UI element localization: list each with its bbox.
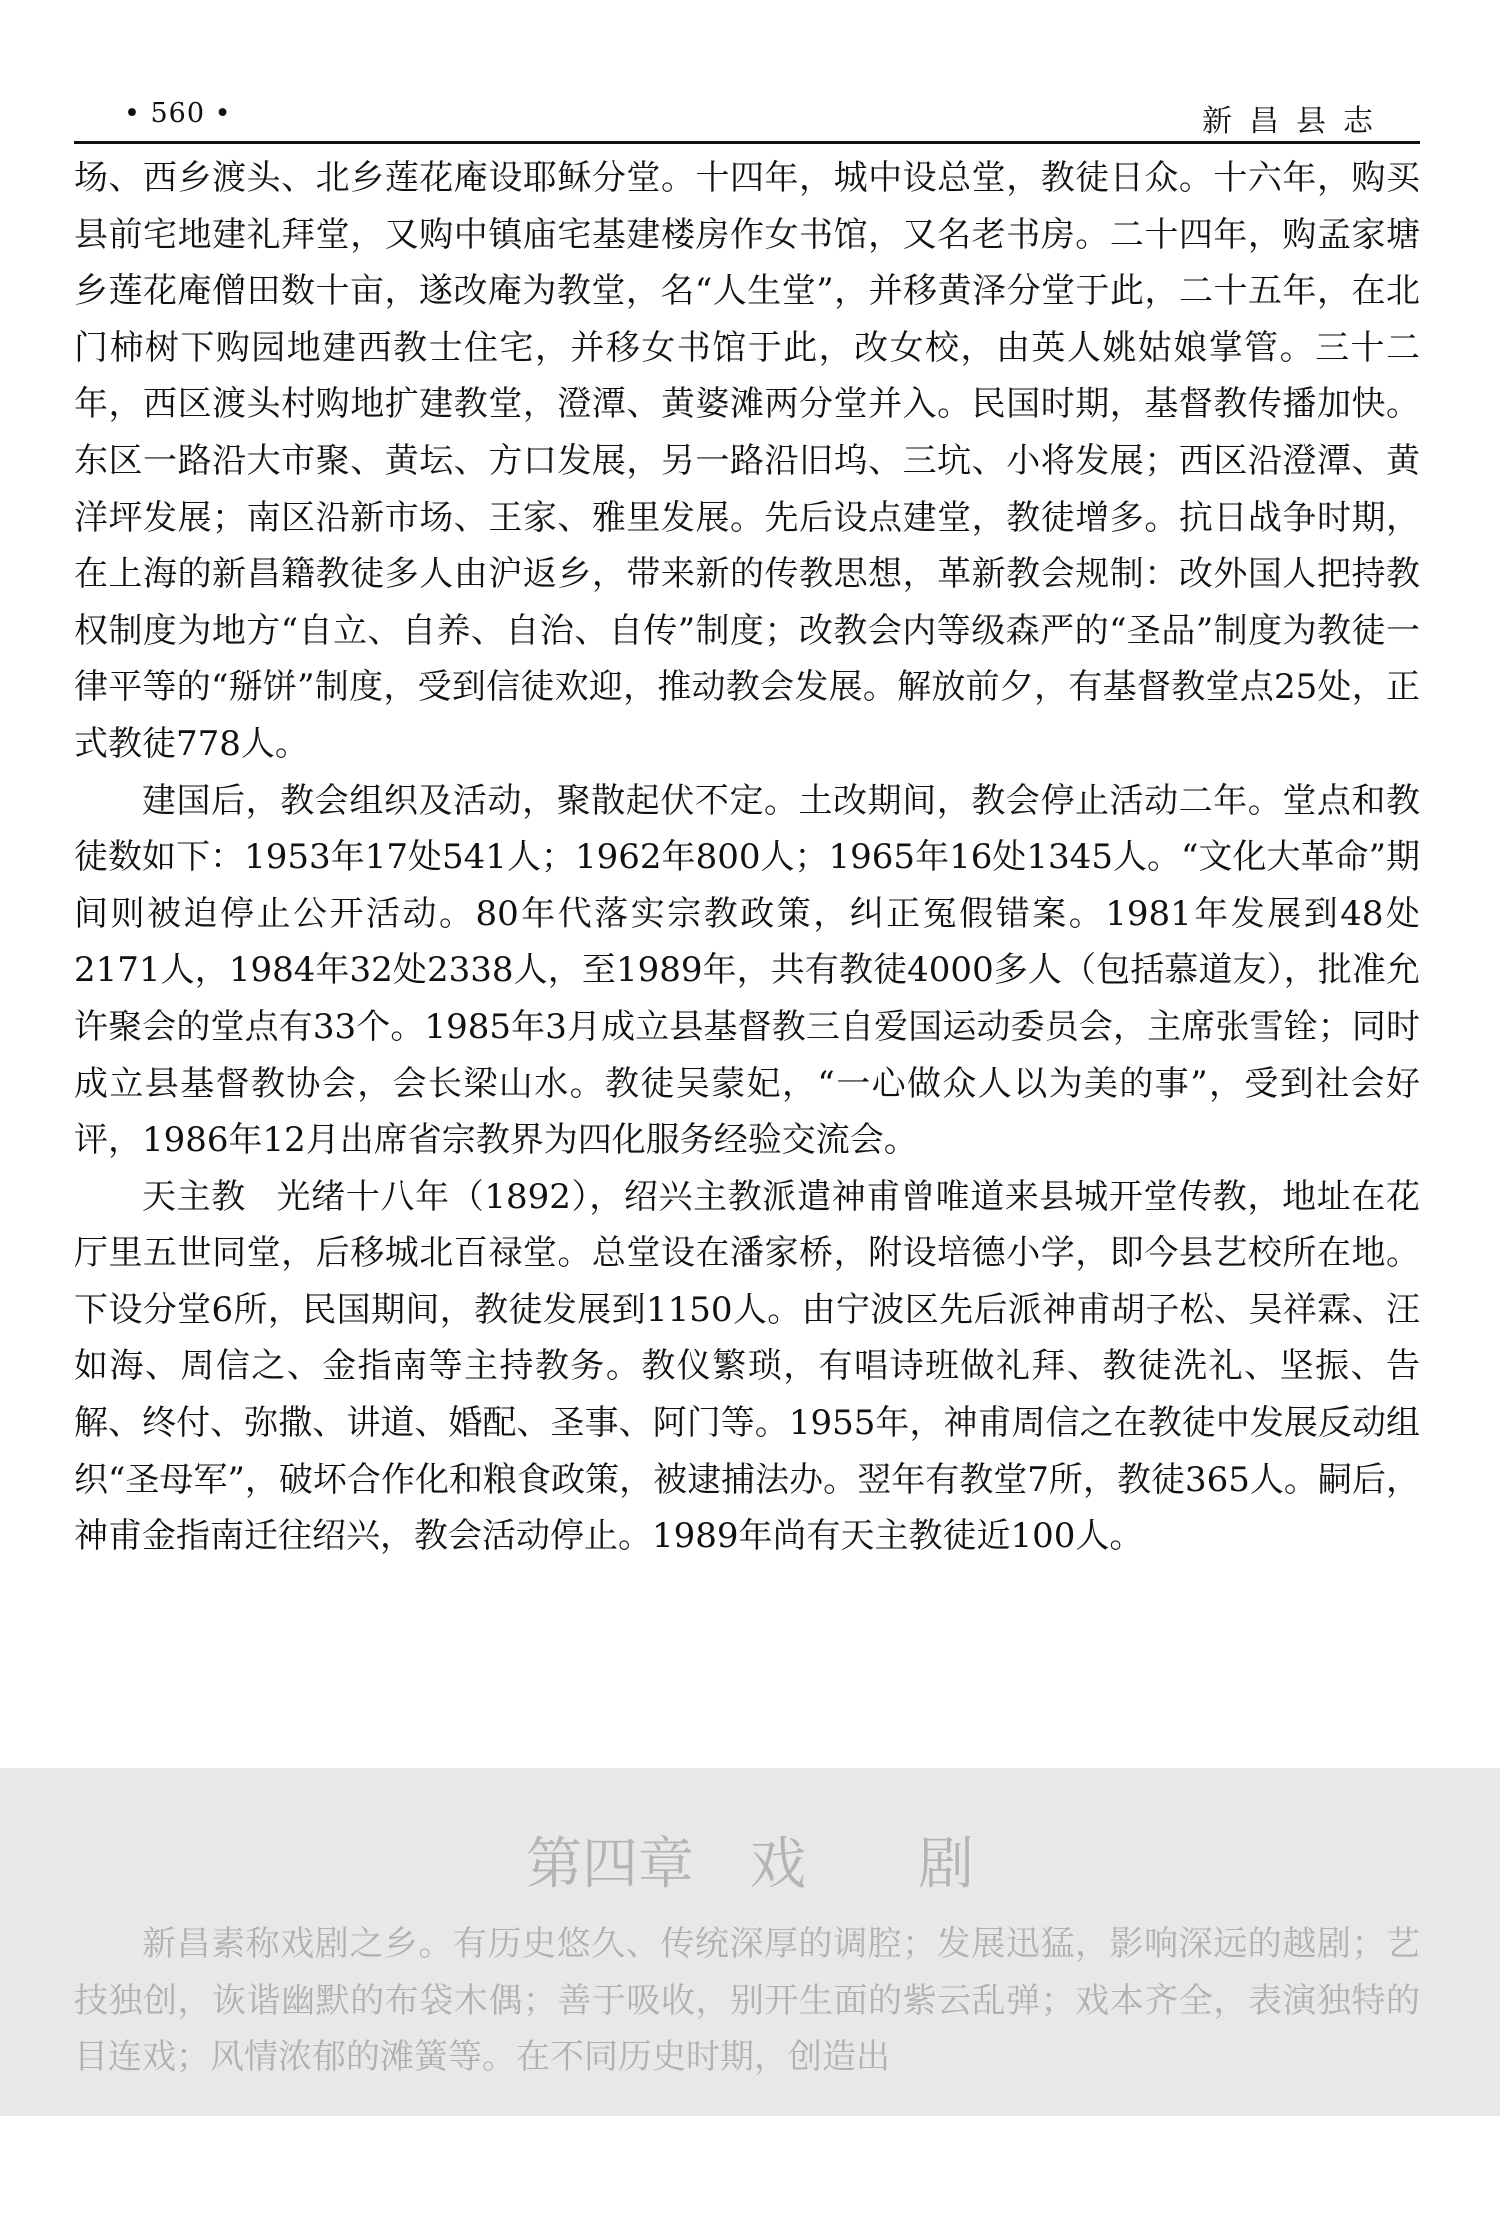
paragraph-protestant-history: 场、西乡渡头、北乡莲花庵设耶稣分堂。十四年，城中设总堂，教徒日众。十六年，购买县前宅地建礼拜堂，又购中镇庙宅基建楼房作女书馆，又名老书房。二十四年，购孟家塘乡莲花庵僧田数十亩，遂改庵为教堂，名“人生堂”，并移黄泽分堂于此，二十五年，在北门柿树下购园地建西教士住宅，并移女书馆于此，改女校，由英人姚姑娘掌管。三十二年，西区渡头村购地扩建教堂，澄潭、黄婆滩两分堂并入。民国时期，基督教传播加快。东区一路沿大市聚、黄坛、方口发展，另一路沿旧坞、三坑、小将发展；西区沿澄潭、黄洋坪发展；南区沿新市场、王家、雅里发展。先后设点建堂，教徒增多。抗日战争时期，在上海的新昌籍教徒多人由沪返乡，带来新的传教思想，革新教会规制：改外国人把持教权制度为地方“自立、自养、自治、自传”制度；改教会内等级森严的“圣品”制度为教徒一律平等的“掰饼”制度，受到信徒欢迎，推动教会发展。解放前夕，有基督教堂点25处，正式教徒778人。: [74, 158, 1420, 764]
next-chapter-preview: [0, 1768, 1500, 2116]
catholic-text: 光绪十八年（1892），绍兴主教派遣神甫曾唯道来县城开堂传教，地址在花厅里五世同堂，后移城北百禄堂。总堂设在潘家桥，附设培德小学，即今县艺校所在地。下设分堂6所，民国期间，教徒发展到1150人。由宁波区先后派神甫胡子松、吴祥霖、汪如海、周信之、金指南等主持教务。教仪繁琐，有唱诗班做礼拜、教徒洗礼、坚振、告解、终付、弥撒、讲道、婚配、圣事、阿门等。1955年，神甫周信之在教徒中发展反动组织“圣母军”，破坏合作化和粮食政策，被逮捕法办。翌年有教堂7所，教徒365人。嗣后，神甫金指南迁往绍兴，教会活动停止。1989年尚有天主教徒近100人。: [74, 1176, 1421, 1557]
catholic-label: 天主教: [142, 1176, 246, 1217]
paragraph-post-1949: 建国后，教会组织及活动，聚散起伏不定。土改期间，教会停止活动二年。堂点和教徒数如下：1953年17处541人；1962年800人；1965年16处1345人。“文化大革命”期间则被迫停止公开活动。80年代落实宗教政策，纠正冤假错案。1981年发展到48处2171人，1984年32处2338人，至1989年，共有教徒4000多人（包括慕道友），批准允许聚会的堂点有33个。1985年3月成立县基督教三自爱国运动委员会，主席张雪铨；同时成立县基督教协会，会长梁山水。教徒吴蒙妃，“一心做众人以为美的事”，受到社会好评，1986年12月出席省宗教界为四化服务经验交流会。: [74, 780, 1420, 1161]
chapter-intro: 新昌素称戏剧之乡。有历史悠久、传统深厚的调腔；发展迅猛，影响深远的越剧；艺技独创，诙谐幽默的布袋木偶；善于吸收，别开生面的紫云乱弹；戏本齐全，表演独特的目连戏；风情浓郁的滩簧等。在不同历史时期，创造出: [74, 1924, 1420, 2078]
book-title: 新昌县志: [1202, 104, 1390, 139]
body-text: [74, 150, 1420, 1565]
paragraph-catholic: [74, 1169, 1420, 1565]
header-rule: [74, 141, 1420, 144]
chapter-title: 第四章 戏 剧: [526, 1832, 974, 1897]
page-header: [74, 92, 1420, 138]
page-number: • 560 •: [124, 98, 232, 129]
